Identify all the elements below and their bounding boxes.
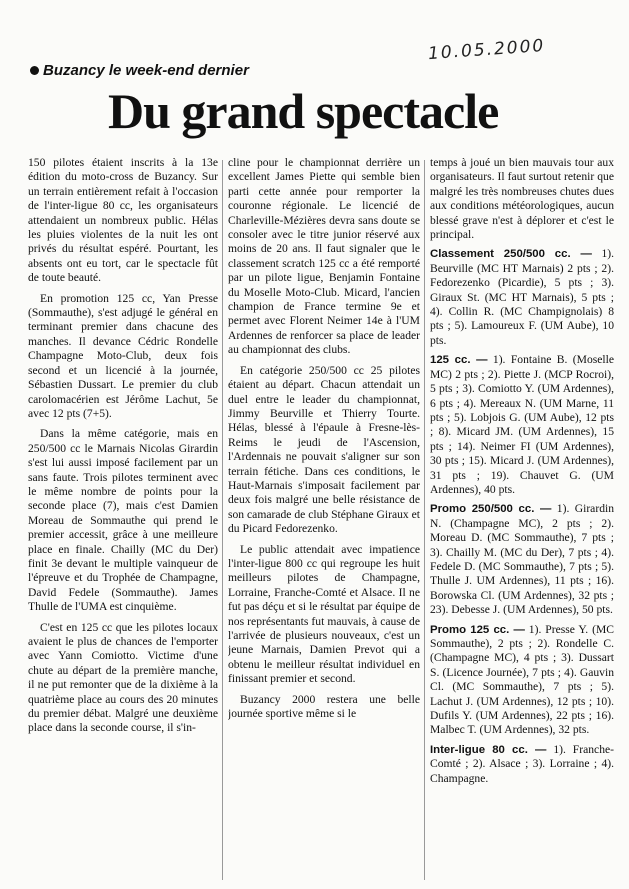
- column-divider: [424, 160, 425, 880]
- column-divider: [222, 160, 223, 880]
- article-headline: Du grand spectacle: [108, 83, 499, 139]
- paragraph: Dans la même catégorie, mais en 250/500 cc le Marnais Nicolas Girardin s'est lui aussi imposé facilement par un sans faute. Trois pilotes terminent avec le même nombre de points pour la seconde place (7), mais c'est Damien Moreau de Sommauthe qui prend le premier accessit, grâce à une meilleure place en finale. Chailly (MC du Der) finit 3e devant le multiple vainqueur de l'épreuve et du Trophée de Champagne, David Fedele (Sommauthe). James Thulle de l'UMA est cinquième.: [28, 427, 218, 614]
- result-text: 1). Beurville (MC HT Marnais) 2 pts ; 2). Fedorezenko (Picardie), 5 pts ; 3). Giraux St. (MC HT Marnais), 5 pts ; 4). Collin R. (MC Champignolais) 8 pts ; 5). Lamoureux F. (UM Aube), 10 pts.: [430, 247, 614, 347]
- result-heading: 125 cc. —: [430, 354, 488, 367]
- result-text: 1). Fontaine B. (Moselle MC) 2 pts ; 2). Piette J. (MCP Rocroi), 5 pts ; 3). Comiotto Y. (UM Ardennes), 6 pts ; 4). Mereaux N. (UM Marne, 11 pts ; 5). Lobjois G. (UM Aube), 12 pts ; 8). Micard JM. (UM Ardennes), 15 pts ; 14). Neimer FI (UM Ardennes), 30 pts ; 15). Micard J. (UM Ardennes), 31 pts ; 19). Chauvet G. (UM Ardennes), 40 pts.: [430, 353, 614, 496]
- result-text: 1). Girardin N. (Champagne MC), 2 pts ; 2). Moreau D. (MC Sommauthe), 7 pts ; 3). Chailly M. (MC du Der), 7 pts ; 4). Fedele D. (MC Sommauthe), 7 pts ; 5). Thulle J. UM Ardennes), 11 pts ; 16). Borowska Cl. (UM Ardennes), 32 pts ; 23). Debesse J. (UM Ardennes), 50 pts.: [430, 502, 614, 617]
- paragraph: C'est en 125 cc que les pilotes locaux avaient le plus de chances de l'emporter avec Yann Comiotto. Victime d'une chute au départ de la première manche, il ne put remonter que de la dixième à la quatrième place au cours des 20 minutes du premier débat. Malgré une deuxième place dans la seconde course, il s'in-: [28, 620, 218, 735]
- result-heading: Classement 250/500 cc. —: [430, 248, 592, 261]
- paragraph: Le public attendait avec impatience l'inter-ligue 800 cc qui regroupe les huit meilleurs pilotes de Champagne, Lorraine, Franche-Comté et Alsace. Il ne fut pas déçu et si le résultat par équipe de nos représentants fut mauvais, à cause de l'arrivée de plusieurs nouveaux, c'est un jeune Marnais, Damien Prevot qui a obtenu le meilleur résultat individuel en finissant premier et second.: [228, 542, 420, 686]
- kicker-text: Buzancy le week-end dernier: [43, 62, 249, 79]
- bullet-icon: [30, 66, 39, 75]
- paragraph: 150 pilotes étaient inscrits à la 13e édition du moto-cross de Buzancy. Sur un terrain entièrement refait à l'occasion de l'inter-ligue 80 cc, les organisateurs attendaient un nombreux public. Hélas les pluies violentes de la nuit les ont privés du résultat espéré. Pourtant, les absents ont eu tort, car le spectacle fût de toute beauté.: [28, 156, 218, 285]
- result-text: 1). Presse Y. (MC Sommauthe), 2 pts ; 2). Rondelle C. (Champagne MC), 4 pts ; 3). Dussart S. (Licence Journée), 7 pts ; 4). Gauvin Cl. (MC Sommauthe), 7 pts ; 5). Lachut J. (UM Ardennes), 12 pts ; 10). Dufils Y. (UM Ardennes), 22 pts ; 16). Malbec T. (UM Ardennes), 32 pts.: [430, 622, 614, 737]
- result-block: [430, 502, 614, 617]
- paragraph: En catégorie 250/500 cc 25 pilotes étaient au départ. Chacun attendait un duel entre le leader du championnat, Jimmy Beurville et Thierry Tourte. Hélas, blessé à l'épaule à Fresne-lès-Reims le jeudi de l'Ascension, l'Ardennais ne pouvait s'aligner sur son terrain fétiche. Dans ces conditions, le Haut-Marnais s'imposait facilement par deux fois malgré une belle résistance de son camarade de club Stéphane Giraux et du Picard Fedorezenko.: [228, 363, 420, 536]
- result-heading: Promo 125 cc. —: [430, 623, 525, 636]
- result-block: [430, 353, 614, 497]
- handwritten-date: 10.05.2000: [427, 35, 546, 65]
- paragraph: cline pour le championnat derrière un excellent James Piette qui semble bien parti cette année pour remporter la couronne régionale. Le licencié de Charleville-Mézières devra sans doute se consoler avec le titre junior réservé aux moins de 20 ans. Il faut signaler que le classement scratch 125 cc a été remporté par un pilote ligue, Benjamin Fontaine du Moselle Moto-Club. Micard, l'ancien champion de France termine 9e et permet avec Florent Neimer 14e à l'UM Ardennes de renforcer sa place de leader au championnat des clubs.: [228, 156, 420, 357]
- article-column-1: [28, 156, 218, 886]
- result-block: [430, 623, 614, 738]
- article-column-2: [228, 156, 420, 886]
- paragraph: Buzancy 2000 restera une belle journée sportive même si le: [228, 692, 420, 721]
- result-heading: Inter-ligue 80 cc. —: [430, 743, 547, 756]
- article-kicker: [30, 62, 249, 79]
- article-column-3: [430, 156, 614, 886]
- result-block: [430, 247, 614, 348]
- paragraph: temps à joué un bien mauvais tour aux organisateurs. Il faut surtout retenir que malgré les très nombreuses chutes dues aux conditions météorologiques, aucun blessé grave n'est à déplorer et c'est le principal.: [430, 156, 614, 242]
- result-heading: Promo 250/500 cc. —: [430, 503, 552, 516]
- result-text: 1). Franche-Comté ; 2). Alsace ; 3). Lorraine ; 4). Champagne.: [430, 742, 614, 785]
- paragraph: En promotion 125 cc, Yan Presse (Sommauthe), s'est adjugé le général en terminant premier dans chacune des manches. Il devance Cédric Rondelle Champagne Moto-Club, deux fois second et un licencié à la journée, Sébastien Dussart. Le premier du club carolomacérien est Jérôme Lachut, 5e avec 12 pts (7+5).: [28, 291, 218, 420]
- result-block: [430, 743, 614, 786]
